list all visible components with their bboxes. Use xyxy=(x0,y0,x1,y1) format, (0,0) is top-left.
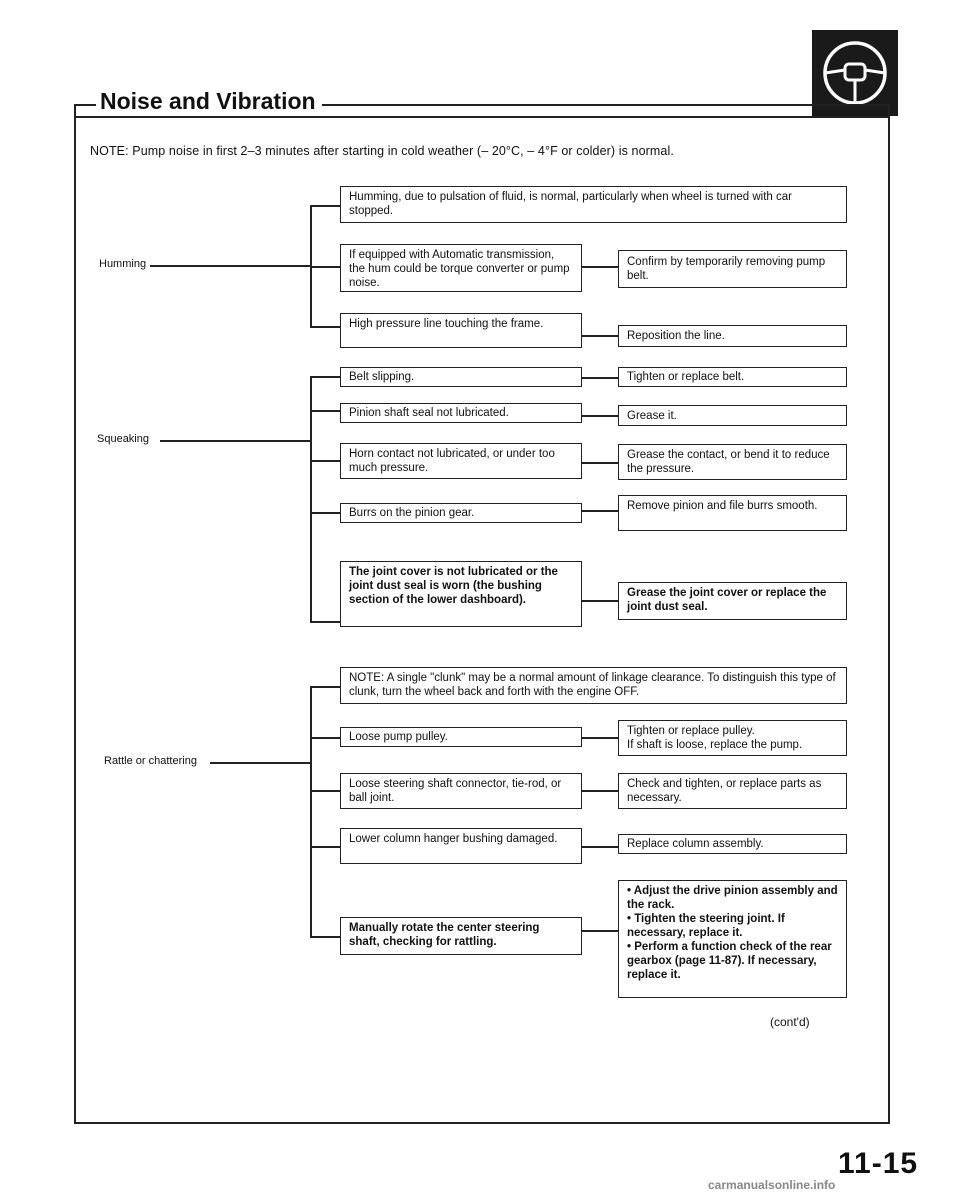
continued-label: (cont'd) xyxy=(770,1015,810,1029)
squeaking-link-4 xyxy=(582,510,618,512)
rattle-fix-1-line-a: Tighten or replace pulley. xyxy=(627,725,755,737)
humming-link-2 xyxy=(582,335,618,337)
squeaking-cause-2: Pinion shaft seal not lubricated. xyxy=(340,403,582,423)
rattle-cause-2: Loose steering shaft connector, tie-rod, or ball joint. xyxy=(340,773,582,809)
squeaking-trunk-line xyxy=(310,376,312,622)
category-rattle: Rattle or chattering xyxy=(104,755,201,767)
rattle-link-3 xyxy=(582,846,618,848)
squeaking-branch-3 xyxy=(310,460,340,462)
rattle-branch-4 xyxy=(310,936,340,938)
frame-left-rule xyxy=(74,104,76,1124)
squeaking-cause-3: Horn contact not lubricated, or under too much pressure. xyxy=(340,443,582,479)
rattle-branch-3 xyxy=(310,846,340,848)
page-number: 11-15 xyxy=(838,1147,919,1180)
rattle-fix-1-line-b: If shaft is loose, replace the pump. xyxy=(627,739,803,751)
frame-right-rule xyxy=(888,104,890,1124)
rattle-branch-1 xyxy=(310,737,340,739)
squeaking-link-1 xyxy=(582,377,618,379)
frame-bottom-rule xyxy=(74,1122,890,1124)
squeaking-branch-5 xyxy=(310,621,340,623)
rattle-fix-4-list xyxy=(627,884,838,982)
squeaking-branch-4 xyxy=(310,512,340,514)
squeaking-fix-1: Tighten or replace belt. xyxy=(618,367,847,387)
rattle-cause-4: Manually rotate the center steering shaft, checking for rattling. xyxy=(340,917,582,955)
squeaking-fix-3: Grease the contact, or bend it to reduce the pressure. xyxy=(618,444,847,480)
humming-cause-1: If equipped with Automatic transmission, the hum could be torque converter or pump noise. xyxy=(340,244,582,292)
squeaking-feed-line xyxy=(160,440,311,442)
rattle-branch-0 xyxy=(310,686,340,688)
category-humming: Humming xyxy=(99,258,150,270)
title-rule xyxy=(74,116,889,118)
rattle-fix-4-item: • Tighten the steering joint. If necessary, replace it. xyxy=(627,913,785,939)
humming-branch-2 xyxy=(310,266,340,268)
humming-fix-1: Confirm by temporarily removing pump belt. xyxy=(618,250,847,288)
squeaking-branch-2 xyxy=(310,410,340,412)
rattle-fix-4-item: • Adjust the drive pinion assembly and the rack. xyxy=(627,885,838,911)
squeaking-fix-2: Grease it. xyxy=(618,405,847,426)
rattle-fix-4 xyxy=(618,880,847,998)
rattle-link-1 xyxy=(582,737,618,739)
rattle-fix-4-item: • Perform a function check of the rear gearbox (page 11-87). If necessary, replace it. xyxy=(627,941,832,981)
squeaking-cause-4: Burrs on the pinion gear. xyxy=(340,503,582,523)
page-title: Noise and Vibration xyxy=(96,88,322,115)
humming-branch-3 xyxy=(310,326,340,328)
humming-fix-2: Reposition the line. xyxy=(618,325,847,347)
page-note: NOTE: Pump noise in first 2–3 minutes after starting in cold weather (– 20°C, – 4°F or colder) is normal. xyxy=(90,144,674,158)
rattle-feed-line xyxy=(210,762,311,764)
humming-feed-line xyxy=(150,265,311,267)
rattle-trunk-line xyxy=(310,686,312,937)
rattle-cause-1: Loose pump pulley. xyxy=(340,727,582,747)
rattle-link-4 xyxy=(582,930,618,932)
squeaking-link-2 xyxy=(582,415,618,417)
rattle-fix-1 xyxy=(618,720,847,756)
humming-link-1 xyxy=(582,266,618,268)
humming-branch-1 xyxy=(310,205,340,207)
squeaking-cause-5: The joint cover is not lubricated or the joint dust seal is worn (the bushing section of the lower dashboard). xyxy=(340,561,582,627)
squeaking-fix-5: Grease the joint cover or replace the joint dust seal. xyxy=(618,582,847,620)
category-squeaking: Squeaking xyxy=(97,433,153,445)
rattle-note-box: NOTE: A single "clunk" may be a normal amount of linkage clearance. To distinguish this type of clunk, turn the wheel back and forth with the engine OFF. xyxy=(340,667,847,704)
footer-watermark: carmanualsonline.info xyxy=(708,1178,836,1192)
squeaking-link-5 xyxy=(582,600,618,602)
rattle-fix-3: Replace column assembly. xyxy=(618,834,847,854)
rattle-link-2 xyxy=(582,790,618,792)
squeaking-link-3 xyxy=(582,462,618,464)
rattle-fix-2: Check and tighten, or replace parts as necessary. xyxy=(618,773,847,809)
humming-note-box: Humming, due to pulsation of fluid, is normal, particularly when wheel is turned with car stopped. xyxy=(340,186,847,223)
rattle-cause-3: Lower column hanger bushing damaged. xyxy=(340,828,582,864)
squeaking-cause-1: Belt slipping. xyxy=(340,367,582,387)
humming-cause-2: High pressure line touching the frame. xyxy=(340,313,582,348)
squeaking-fix-4: Remove pinion and file burrs smooth. xyxy=(618,495,847,531)
rattle-branch-2 xyxy=(310,790,340,792)
squeaking-branch-1 xyxy=(310,376,340,378)
